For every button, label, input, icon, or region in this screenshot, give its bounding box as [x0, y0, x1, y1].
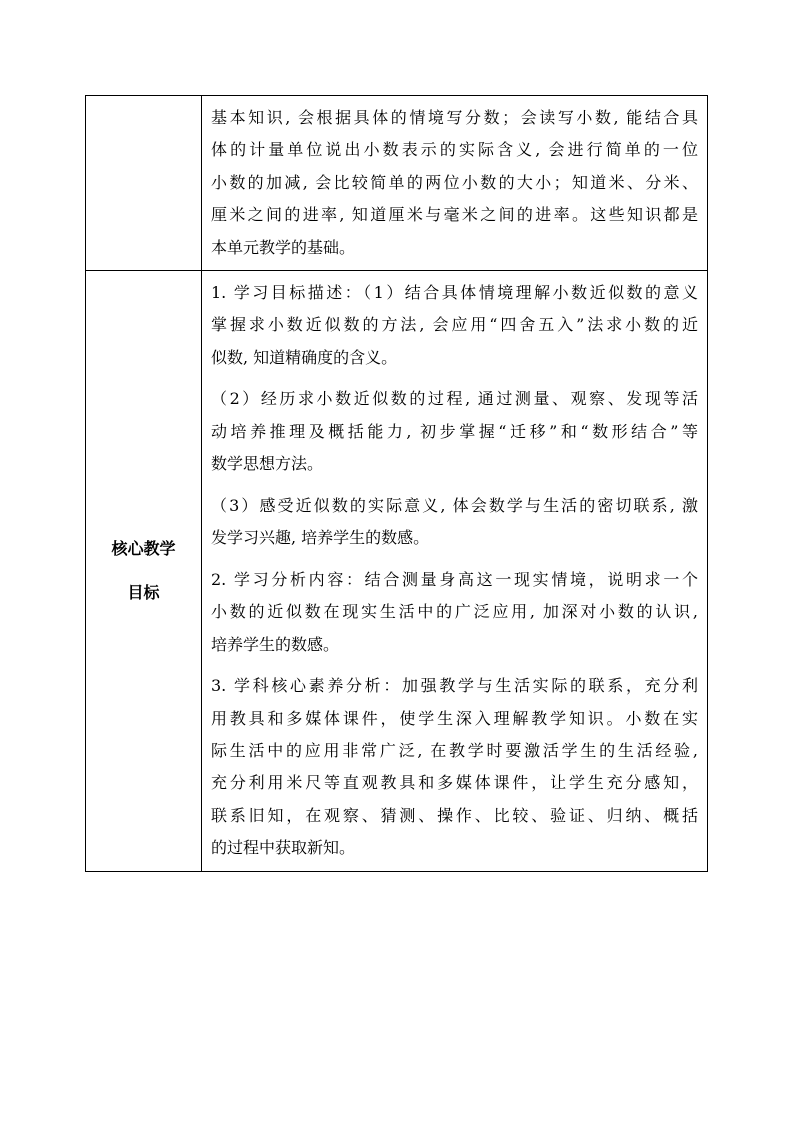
text-line: 基本知识, 会根据具体的情境写分数；会读写小数, 能结合具: [211, 108, 698, 127]
text-line: 似数, 知道精确度的含义。: [211, 347, 398, 367]
text-line: 际生活中的应用非常广泛, 在教学时要激活学生的生活经验,: [211, 741, 698, 761]
paragraph: [211, 670, 698, 864]
text-line: 发学习兴趣, 培养学生的数感。: [211, 528, 430, 548]
text-line: 2. 学习分析内容：结合测量身高这一现实情境，说明求一个: [211, 569, 698, 589]
paragraph: [211, 102, 698, 264]
text-line: 掌握求小数近似数的方法, 会应用“四舍五入”法求小数的近: [211, 315, 698, 335]
text-line: 培养学生的数感。: [211, 634, 340, 654]
lesson-plan-table: [85, 95, 708, 872]
text-line: 充分利用米尺等直观教具和多媒体课件，让学生充分感知，: [211, 773, 698, 793]
text-line: 联系旧知，在观察、猜测、操作、比较、验证、归纳、概括: [211, 805, 698, 825]
row-label-cell: [86, 271, 202, 872]
row-label-line: 目标: [127, 582, 160, 602]
text-line: 体的计量单位说出小数表示的实际含义, 会进行简单的一位: [211, 140, 698, 160]
table-row: [86, 271, 708, 872]
text-line: 用教具和多媒体课件，使学生深入理解教学知识。小数在实: [211, 708, 698, 728]
text-line: （2）经历求小数近似数的过程, 通过测量、观察、发现等活: [211, 389, 698, 409]
text-line: 数学思想方法。: [211, 454, 324, 474]
text-line: 小数的加减, 会比较简单的两位小数的大小；知道米、分米、: [211, 172, 698, 192]
row-label-cell: [86, 96, 202, 271]
text-line: 小数的近似数在现实生活中的广泛应用, 加深对小数的认识,: [211, 602, 698, 622]
text-line: （3）感受近似数的实际意义, 体会数学与生活的密切联系, 激: [211, 495, 698, 515]
text-line: 1. 学习目标描述：（1）结合具体情境理解小数近似数的意义: [211, 283, 698, 303]
paragraph: [211, 277, 698, 374]
table-row: [86, 96, 708, 271]
text-line: 本单元教学的基础。: [211, 237, 356, 257]
text-line: 的过程中获取新知。: [211, 838, 356, 858]
paragraph: [211, 490, 698, 555]
row-label-line: 核心教学: [111, 538, 176, 558]
text-line: 动培养推理及概括能力, 初步掌握“迁移”和“数形结合”等: [211, 421, 698, 441]
row-content-cell: [202, 271, 708, 872]
row-content-cell: [202, 96, 708, 271]
paragraph: [211, 564, 698, 661]
text-line: 厘米之间的进率, 知道厘米与毫米之间的进率。这些知识都是: [211, 205, 698, 225]
text-line: 3. 学科核心素养分析：加强教学与生活实际的联系，充分利: [211, 676, 698, 696]
paragraph: [211, 383, 698, 480]
